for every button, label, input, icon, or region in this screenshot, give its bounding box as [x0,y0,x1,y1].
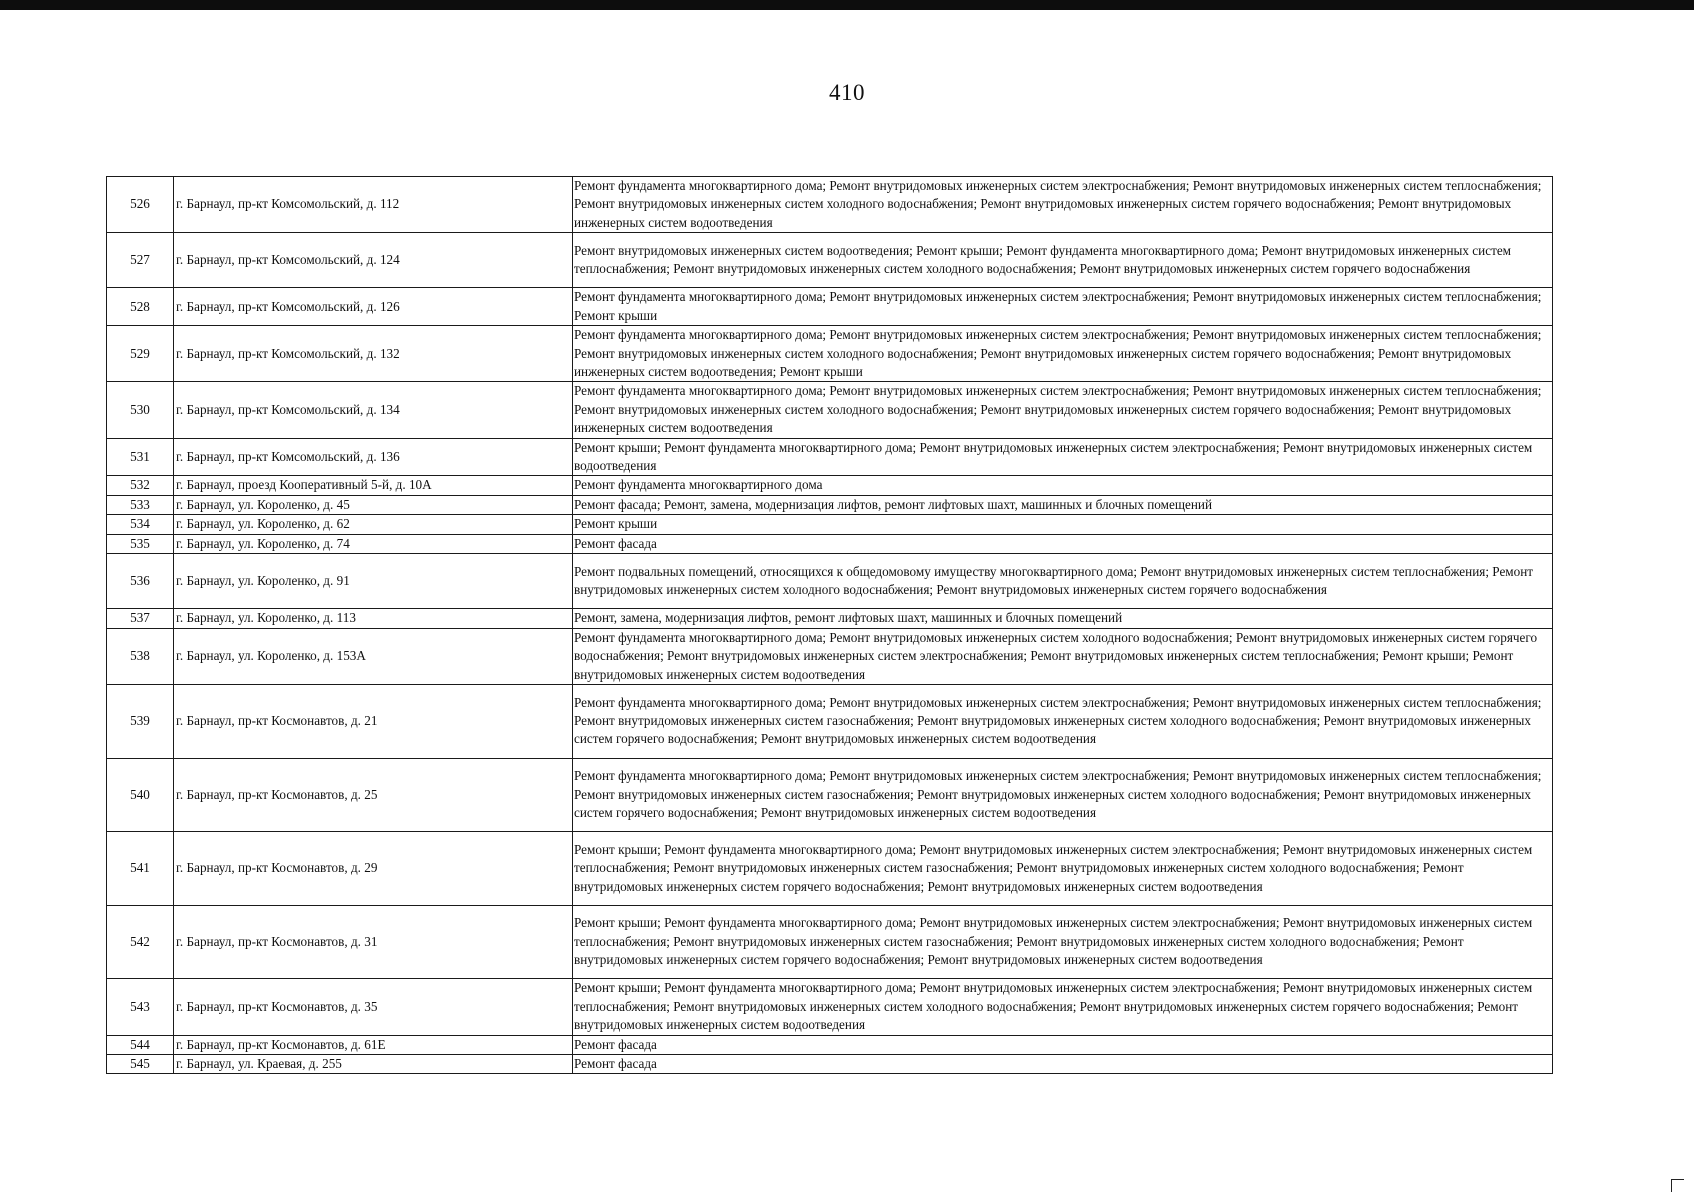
row-number: 541 [107,832,174,906]
work-list-cell: Ремонт фасада [573,1054,1553,1073]
work-list-cell: Ремонт фасада [573,1035,1553,1054]
table-row [107,758,1553,832]
address-cell: г. Барнаул, пр-кт Комсомольский, д. 136 [174,438,573,476]
row-number: 542 [107,905,174,979]
table-row [107,554,1553,609]
address-cell: г. Барнаул, пр-кт Космонавтов, д. 61Е [174,1035,573,1054]
address-cell: г. Барнаул, пр-кт Комсомольский, д. 124 [174,233,573,288]
work-list-cell: Ремонт фундамента многоквартирного дома [573,476,1553,495]
row-number: 538 [107,628,174,684]
work-list-cell: Ремонт фундамента многоквартирного дома; Ремонт внутридомовых инженерных систем холодного водоснабжения; Ремонт внутридомовых инженерных систем горячего водоснабжения; Ремонт внутридомовых инженерных систем электроснабжения; Ремонт внутридомовых инженерных систем теплоснабжения; Ремонт крыши; Ремонт внутридомовых инженерных систем водоотведения [573,628,1553,684]
address-cell: г. Барнаул, ул. Короленко, д. 153А [174,628,573,684]
work-list-cell: Ремонт фундамента многоквартирного дома; Ремонт внутридомовых инженерных систем электроснабжения; Ремонт внутридомовых инженерных систем теплоснабжения; Ремонт внутридомовых инженерных систем холодного водоснабжения; Ремонт внутридомовых инженерных систем горячего водоснабжения; Ремонт внутридомовых инженерных систем водоотведения; Ремонт крыши [573,326,1553,382]
work-list-cell: Ремонт фасада [573,534,1553,553]
row-number: 527 [107,233,174,288]
table-row [107,832,1553,906]
row-number: 545 [107,1054,174,1073]
row-number: 535 [107,534,174,553]
row-number: 531 [107,438,174,476]
row-number: 534 [107,515,174,534]
work-list-cell: Ремонт крыши; Ремонт фундамента многоквартирного дома; Ремонт внутридомовых инженерных систем электроснабжения; Ремонт внутридомовых инженерных систем теплоснабжения; Ремонт внутридомовых инженерных систем газоснабжения; Ремонт внутридомовых инженерных систем холодного водоснабжения; Ремонт внутридомовых инженерных систем горячего водоснабжения; Ремонт внутридомовых инженерных систем водоотведения [573,832,1553,906]
row-number: 528 [107,288,174,326]
table-row [107,979,1553,1035]
table-row [107,515,1553,534]
work-list-cell: Ремонт, замена, модернизация лифтов, ремонт лифтовых шахт, машинных и блочных помещений [573,609,1553,628]
table-row [107,628,1553,684]
row-number: 530 [107,382,174,438]
address-cell: г. Барнаул, ул. Короленко, д. 113 [174,609,573,628]
address-cell: г. Барнаул, пр-кт Комсомольский, д. 126 [174,288,573,326]
table-row [107,476,1553,495]
row-number: 537 [107,609,174,628]
address-cell: г. Барнаул, пр-кт Космонавтов, д. 31 [174,905,573,979]
address-cell: г. Барнаул, ул. Короленко, д. 91 [174,554,573,609]
work-list-cell: Ремонт фасада; Ремонт, замена, модернизация лифтов, ремонт лифтовых шахт, машинных и блочных помещений [573,495,1553,514]
work-list-cell: Ремонт подвальных помещений, относящихся к общедомовому имуществу многоквартирного дома; Ремонт внутридомовых инженерных систем теплоснабжения; Ремонт внутридомовых инженерных систем холодного водоснабжения; Ремонт внутридомовых инженерных систем горячего водоснабжения [573,554,1553,609]
table-row [107,288,1553,326]
work-list-cell: Ремонт фундамента многоквартирного дома; Ремонт внутридомовых инженерных систем электроснабжения; Ремонт внутридомовых инженерных систем теплоснабжения; Ремонт внутридомовых инженерных систем холодного водоснабжения; Ремонт внутридомовых инженерных систем горячего водоснабжения; Ремонт внутридомовых инженерных систем водоотведения [573,382,1553,438]
table-row [107,326,1553,382]
work-list-cell: Ремонт крыши; Ремонт фундамента многоквартирного дома; Ремонт внутридомовых инженерных систем электроснабжения; Ремонт внутридомовых инженерных систем теплоснабжения; Ремонт внутридомовых инженерных систем газоснабжения; Ремонт внутридомовых инженерных систем холодного водоснабжения; Ремонт внутридомовых инженерных систем горячего водоснабжения; Ремонт внутридомовых инженерных систем водоотведения [573,905,1553,979]
work-list-cell: Ремонт внутридомовых инженерных систем водоотведения; Ремонт крыши; Ремонт фундамента многоквартирного дома; Ремонт внутридомовых инженерных систем теплоснабжения; Ремонт внутридомовых инженерных систем холодного водоснабжения; Ремонт внутридомовых инженерных систем горячего водоснабжения [573,233,1553,288]
scan-top-border [0,0,1694,10]
work-list-cell: Ремонт фундамента многоквартирного дома; Ремонт внутридомовых инженерных систем электроснабжения; Ремонт внутридомовых инженерных систем теплоснабжения; Ремонт внутридомовых инженерных систем газоснабжения; Ремонт внутридомовых инженерных систем холодного водоснабжения; Ремонт внутридомовых инженерных систем горячего водоснабжения; Ремонт внутридомовых инженерных систем водоотведения [573,758,1553,832]
address-cell: г. Барнаул, ул. Короленко, д. 62 [174,515,573,534]
address-cell: г. Барнаул, пр-кт Комсомольский, д. 134 [174,382,573,438]
table-row [107,233,1553,288]
address-cell: г. Барнаул, проезд Кооперативный 5-й, д. 10А [174,476,573,495]
row-number: 540 [107,758,174,832]
address-cell: г. Барнаул, ул. Короленко, д. 45 [174,495,573,514]
work-list-cell: Ремонт фундамента многоквартирного дома; Ремонт внутридомовых инженерных систем электроснабжения; Ремонт внутридомовых инженерных систем теплоснабжения; Ремонт внутридомовых инженерных систем холодного водоснабжения; Ремонт внутридомовых инженерных систем горячего водоснабжения; Ремонт внутридомовых инженерных систем водоотведения [573,177,1553,233]
row-number: 532 [107,476,174,495]
table-row [107,495,1553,514]
row-number: 543 [107,979,174,1035]
address-cell: г. Барнаул, пр-кт Комсомольский, д. 132 [174,326,573,382]
repair-register-table [106,176,1553,1074]
address-cell: г. Барнаул, пр-кт Космонавтов, д. 25 [174,758,573,832]
row-number: 529 [107,326,174,382]
row-number: 536 [107,554,174,609]
address-cell: г. Барнаул, ул. Короленко, д. 74 [174,534,573,553]
table-row [107,534,1553,553]
row-number: 526 [107,177,174,233]
table-body [107,177,1553,1074]
table-row [107,1035,1553,1054]
work-list-cell: Ремонт фундамента многоквартирного дома; Ремонт внутридомовых инженерных систем электроснабжения; Ремонт внутридомовых инженерных систем теплоснабжения; Ремонт крыши [573,288,1553,326]
work-list-cell: Ремонт фундамента многоквартирного дома; Ремонт внутридомовых инженерных систем электроснабжения; Ремонт внутридомовых инженерных систем теплоснабжения; Ремонт внутридомовых инженерных систем газоснабжения; Ремонт внутридомовых инженерных систем холодного водоснабжения; Ремонт внутридомовых инженерных систем горячего водоснабжения; Ремонт внутридомовых инженерных систем водоотведения [573,684,1553,758]
address-cell: г. Барнаул, пр-кт Космонавтов, д. 35 [174,979,573,1035]
page-number: 410 [829,80,865,105]
table-row [107,905,1553,979]
address-cell: г. Барнаул, пр-кт Космонавтов, д. 29 [174,832,573,906]
work-list-cell: Ремонт крыши; Ремонт фундамента многоквартирного дома; Ремонт внутридомовых инженерных систем электроснабжения; Ремонт внутридомовых инженерных систем теплоснабжения; Ремонт внутридомовых инженерных систем холодного водоснабжения; Ремонт внутридомовых инженерных систем горячего водоснабжения; Ремонт внутридомовых инженерных систем водоотведения [573,979,1553,1035]
row-number: 544 [107,1035,174,1054]
row-number: 533 [107,495,174,514]
table-row [107,438,1553,476]
table-row [107,382,1553,438]
work-list-cell: Ремонт крыши; Ремонт фундамента многоквартирного дома; Ремонт внутридомовых инженерных систем электроснабжения; Ремонт внутридомовых инженерных систем водоотведения [573,438,1553,476]
table-row [107,684,1553,758]
address-cell: г. Барнаул, ул. Краевая, д. 255 [174,1054,573,1073]
address-cell: г. Барнаул, пр-кт Комсомольский, д. 112 [174,177,573,233]
address-cell: г. Барнаул, пр-кт Космонавтов, д. 21 [174,684,573,758]
scan-corner-mark [1671,1179,1684,1192]
table-row [107,609,1553,628]
table-row [107,1054,1553,1073]
work-list-cell: Ремонт крыши [573,515,1553,534]
table-row [107,177,1553,233]
row-number: 539 [107,684,174,758]
